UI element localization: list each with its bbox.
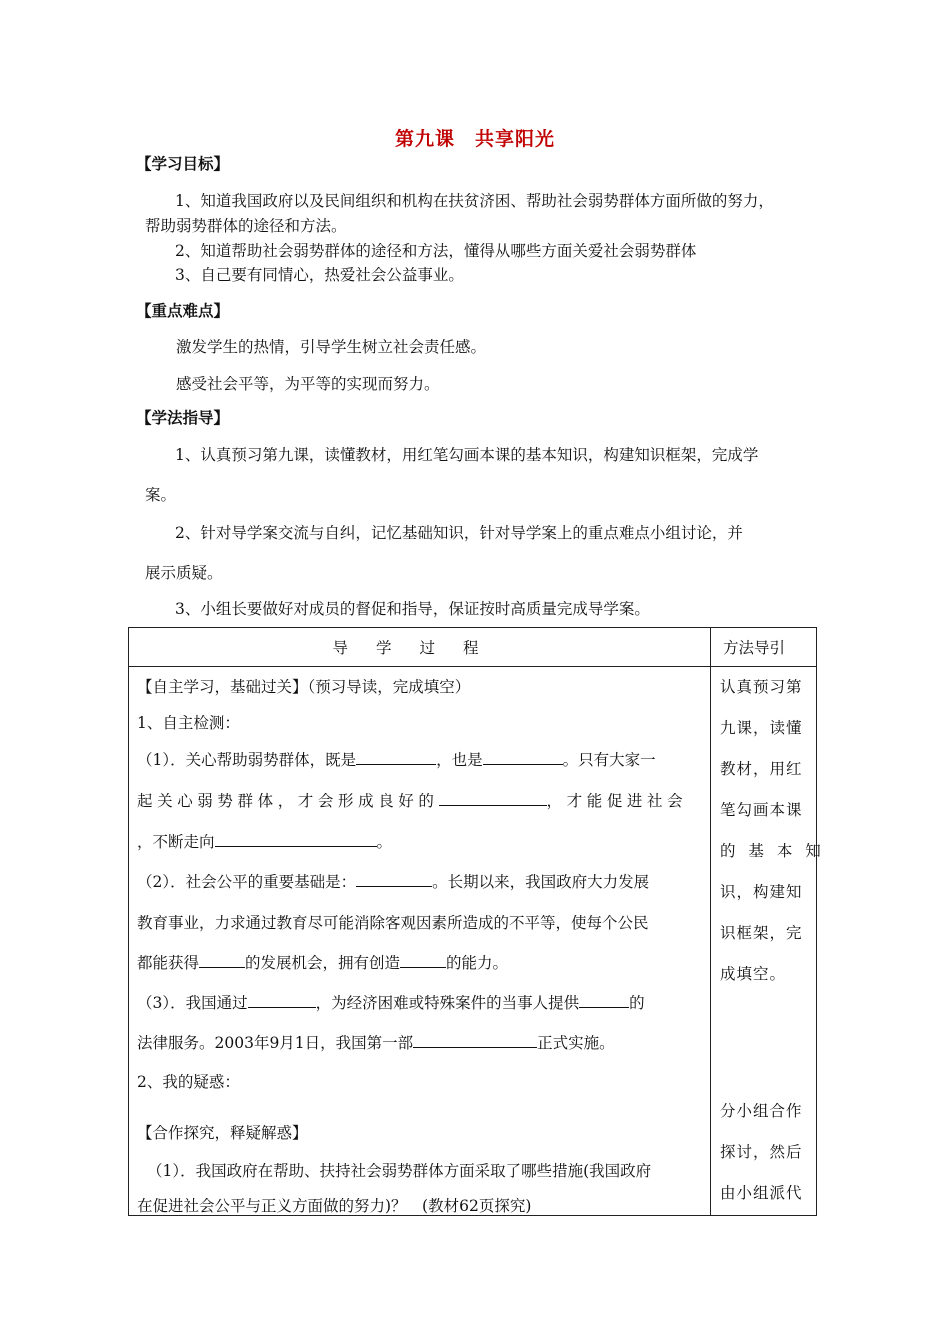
q1-text-line2-a: 起关心弱势群体，才会形成良好的 xyxy=(137,792,439,810)
header-process-cell xyxy=(129,628,711,667)
method-line-2: 由小组派代 xyxy=(720,1184,803,1202)
q2-text-line3-c: 的能力。 xyxy=(446,954,509,972)
self-study-heading: 【自主学习，基础过关】（预习导读，完成填空） xyxy=(137,678,471,696)
guidance-heading: 【学法指导】 xyxy=(136,408,230,427)
coop-question-1-line-1: （1）．我国政府在帮助、扶持社会弱势群体方面采取了哪些措施(我国政府 xyxy=(147,1162,652,1180)
question-2-line-3 xyxy=(137,951,508,973)
q3-text-line2-a: 法律服务。2003年9月1日，我国第一部 xyxy=(137,1034,414,1052)
q1-text-a: （1）．关心帮助弱势群体，既是 xyxy=(137,751,357,769)
objective-item-1-line-1: 1、知道我国政府以及民间组织和机构在扶贫济困、帮助社会弱势群体方面所做的努力， xyxy=(175,192,774,210)
question-2-line-2: 教育事业，力求通过教育尽可能消除客观因素所造成的不平等，使每个公民 xyxy=(137,914,649,932)
guidance-item-1-line-2: 案。 xyxy=(145,486,177,504)
fill-blank[interactable] xyxy=(356,749,436,765)
guidance-item-1-line-1: 1、认真预习第九课，读懂教材，用红笔勾画本课的基本知识，构建知识框架，完成学 xyxy=(175,446,759,464)
question-3-line-1 xyxy=(137,991,645,1013)
objective-item-2: 2、知道帮助社会弱势群体的途径和方法，懂得从哪些方面关爱社会弱势群体 xyxy=(175,242,697,260)
header-process: 导学过程 xyxy=(332,639,507,657)
method-line-2: 探讨，然后 xyxy=(720,1143,803,1161)
coop-question-1-line-2: 在促进社会公平与正义方面做的努力)？ (教材62页探究) xyxy=(137,1197,532,1215)
guidance-item-3: 3、小组长要做好对成员的督促和指导，保证按时高质量完成导学案。 xyxy=(175,600,650,618)
q1-text-c: 。只有大家一 xyxy=(562,751,656,769)
guidance-item-2-line-2: 展示质疑。 xyxy=(145,564,223,582)
fill-blank[interactable] xyxy=(483,749,563,765)
key-points-heading: 【重点难点】 xyxy=(136,301,230,320)
q1-text-line3-b: 。 xyxy=(376,833,393,851)
method-line: 九课，读懂 xyxy=(720,719,803,737)
objective-item-3: 3、自己要有同情心，热爱社会公益事业。 xyxy=(175,266,464,284)
objective-item-1-line-2: 帮助弱势群体的途径和方法。 xyxy=(145,217,347,235)
fill-blank[interactable] xyxy=(356,871,432,887)
method-line: 的 基 本 知 xyxy=(720,842,825,860)
fill-blank[interactable] xyxy=(579,992,629,1008)
q2-text-a: （2）．社会公平的重要基础是： xyxy=(137,873,357,891)
method-line: 认真预习第 xyxy=(720,678,803,696)
header-method: 方法导引 xyxy=(723,639,786,657)
coop-heading: 【合作探究，释疑解惑】 xyxy=(137,1124,308,1142)
fill-blank[interactable] xyxy=(413,1032,537,1048)
question-3-line-2 xyxy=(137,1031,615,1053)
method-line: 教材，用红 xyxy=(720,760,803,778)
method-line: 识框架，完 xyxy=(720,924,803,942)
key-point-2: 感受社会平等，为平等的实现而努力。 xyxy=(176,375,440,393)
q3-text-c: 的 xyxy=(629,994,645,1012)
study-process-table xyxy=(128,627,825,1216)
question-2-line-1 xyxy=(137,870,649,892)
method-guide-cell xyxy=(711,667,825,1216)
q2-text-line3-b: 的发展机会，拥有创造 xyxy=(245,954,401,972)
fill-blank[interactable] xyxy=(439,790,547,806)
doubts-label: 2、我的疑惑： xyxy=(137,1073,240,1091)
q1-text-b: ，也是 xyxy=(436,751,483,769)
objectives-heading: 【学习目标】 xyxy=(136,154,230,173)
process-content-cell xyxy=(129,667,711,1216)
guidance-item-2-line-1: 2、针对导学案交流与自纠，记忆基础知识，针对导学案上的重点难点小组讨论，并 xyxy=(175,524,743,542)
question-1-line-3 xyxy=(137,830,392,852)
q2-text-line3-a: 都能获得 xyxy=(137,954,200,972)
q3-text-a: （3）．我国通过 xyxy=(137,994,248,1012)
question-1-line-1 xyxy=(137,748,656,770)
page-title: 第九课 共享阳光 xyxy=(394,128,555,150)
method-line: 成填空。 xyxy=(720,965,787,983)
fill-blank[interactable] xyxy=(215,831,377,847)
fill-blank[interactable] xyxy=(248,992,316,1008)
q2-text-b: 。长期以来，我国政府大力发展 xyxy=(432,873,650,891)
fill-blank[interactable] xyxy=(199,952,245,968)
q1-text-line2-b: ，才能促进社会 xyxy=(546,792,688,810)
key-point-1: 激发学生的热情，引导学生树立社会责任感。 xyxy=(176,338,487,356)
q1-text-line3-a: ，不断走向 xyxy=(137,833,215,851)
question-1-line-2 xyxy=(137,789,687,811)
fill-blank[interactable] xyxy=(400,952,446,968)
q3-text-line2-b: 正式实施。 xyxy=(537,1034,615,1052)
method-line-2: 分小组合作 xyxy=(720,1102,803,1120)
method-line: 笔勾画本课 xyxy=(720,801,803,819)
header-method-cell xyxy=(711,628,817,667)
self-test-label: 1、自主检测： xyxy=(137,714,240,732)
q3-text-b: ，为经济困难或特殊案件的当事人提供 xyxy=(315,994,580,1012)
method-line: 识，构建知 xyxy=(720,883,803,901)
